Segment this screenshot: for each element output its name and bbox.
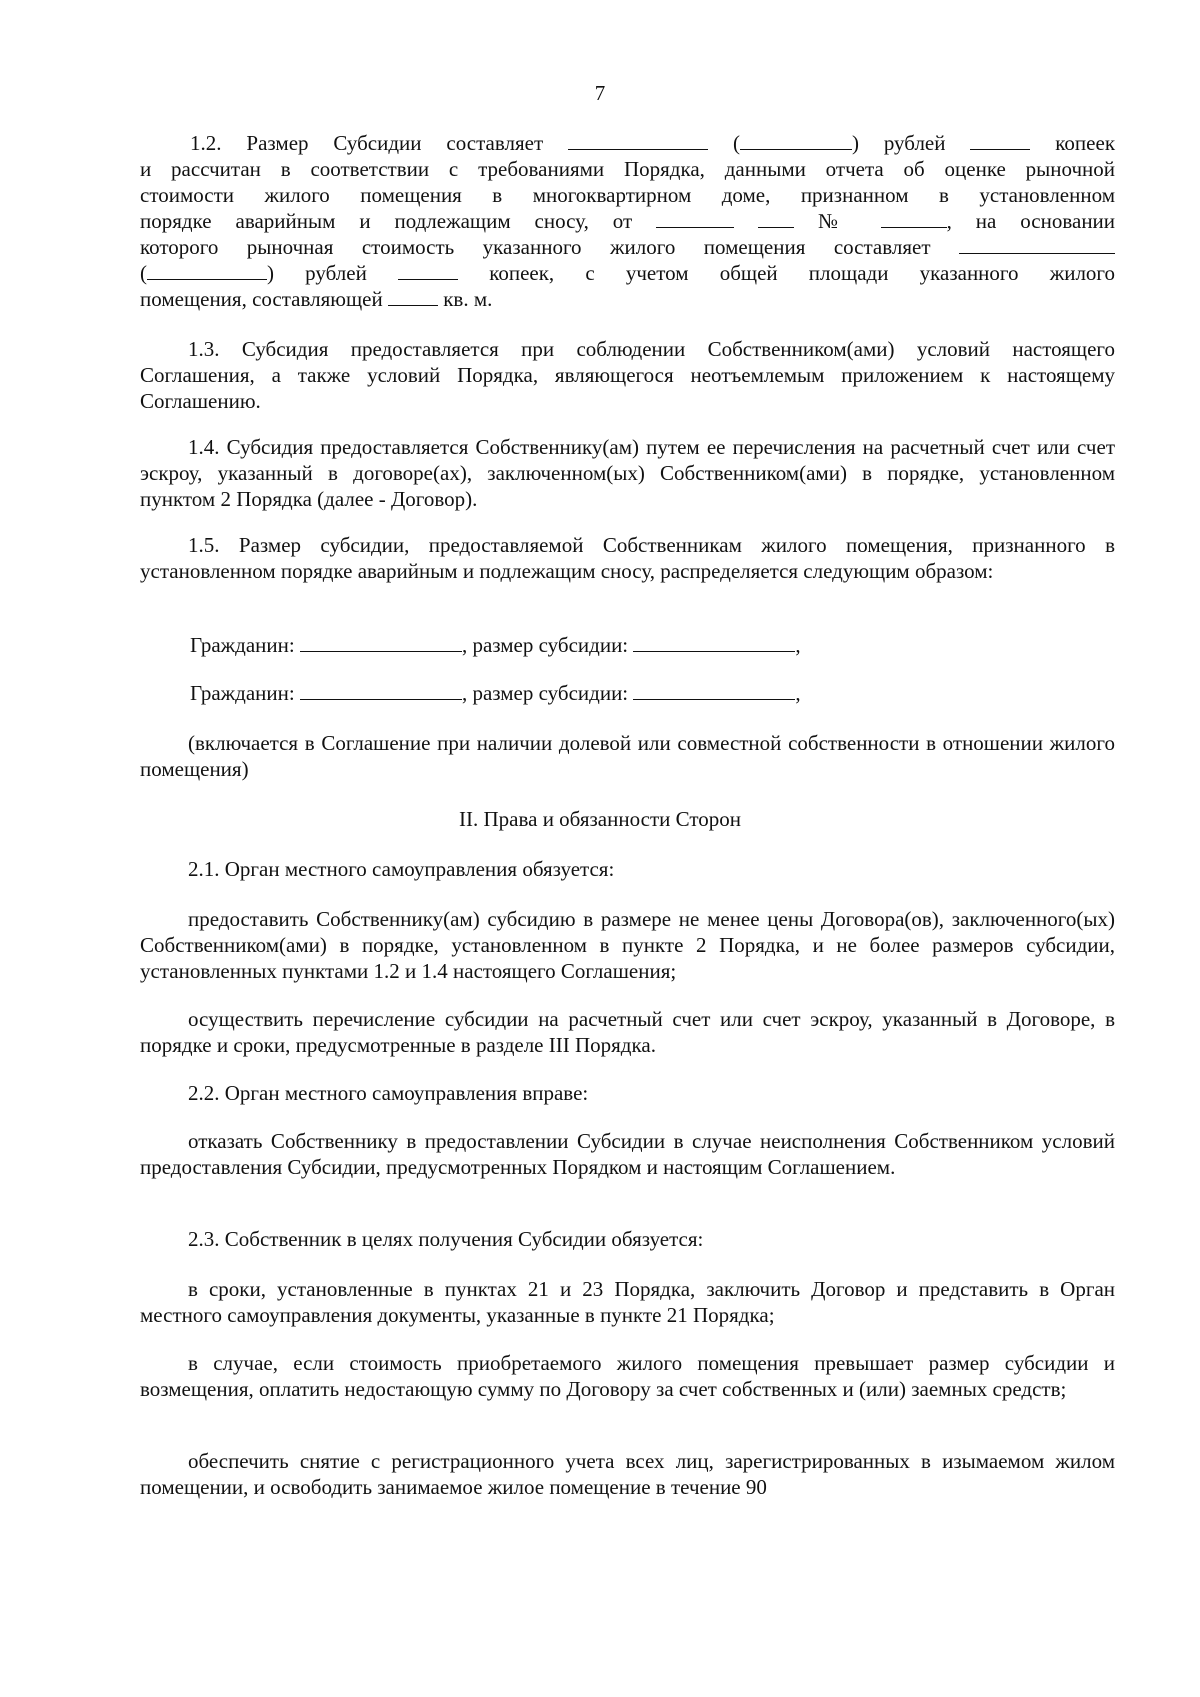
note-paragraph: (включается в Соглашение при наличии долевой или совместной собственности в отношении жилого помещения) — [140, 731, 1115, 781]
citizen-name-blank — [300, 633, 462, 652]
p12-line-4: порядке аварийным и подлежащим сносу, от № , на основании — [140, 209, 1116, 233]
market-value-blank — [959, 235, 1115, 254]
p12-line-7: помещения, составляющей кв. м. — [140, 287, 493, 311]
kopecks-blank — [970, 131, 1030, 150]
paragraph-1-5: 1.5. Размер субсидии, предоставляемой Собственникам жилого помещения, признанного в установленном порядке аварийным и подлежащим сносу, распределяется следующим образом: — [140, 533, 1115, 583]
citizen-subsidy-blank — [633, 633, 795, 652]
p12-line-6: ( ) рублей копеек, с учетом общей площади указанного жилого — [140, 261, 1116, 285]
citizen-subsidy-blank — [633, 681, 795, 700]
report-date-blank — [656, 209, 734, 228]
citizen-name-blank — [300, 681, 462, 700]
p12-line-1: 1.2. Размер Субсидии составляет ( ) рублей копеек — [190, 131, 1116, 155]
report-year-blank — [758, 209, 794, 228]
paragraph-1-4: 1.4. Субсидия предоставляется Собственнику(ам) путем ее перечисления на расчетный счет или счет эскроу, указанный в договоре(ах), заключенном(ых) Собственником(ами) в порядке, установленном пунктом 2 Порядка (далее - Договор). — [140, 435, 1115, 511]
p12-line-2: и рассчитан в соответствии с требованиями Порядка, данными отчета об оценке рыночной — [140, 157, 1115, 181]
paragraph-2-3-b: в случае, если стоимость приобретаемого жилого помещения превышает размер субсидии и возмещения, оплатить недостающую сумму по Договору за счет собственных и (или) заемных средств; — [140, 1351, 1115, 1401]
paragraph-2-1-a: предоставить Собственнику(ам) субсидию в размере не менее цены Договора(ов), заключенного(ых) Собственником(ами) в порядке, установленном в пункте 2 Порядка, и не более размеров субсидии, установленных пунктами 1.2 и 1.4 настоящего Соглашения; — [140, 907, 1115, 983]
p12-line-5: которого рыночная стоимость указанного жилого помещения составляет — [140, 234, 1115, 260]
paragraph-1-3: 1.3. Субсидия предоставляется при соблюдении Собственником(ами) условий настоящего Соглашения, а также условий Порядка, являющегося неотъемлемым приложением к настоящему Соглашению. — [140, 337, 1115, 413]
paragraph-2-2-a: отказать Собственнику в предоставлении Субсидии в случае неисполнения Собственником условий предоставления Субсидии, предусмотренных Порядком и настоящим Соглашением. — [140, 1129, 1115, 1179]
citizen-row-1: Гражданин: , размер субсидии: , — [190, 633, 801, 657]
p12-line-3: стоимости жилого помещения в многоквартирном доме, признанном в установленном — [140, 183, 1115, 207]
paragraph-2-3-c: обеспечить снятие с регистрационного учета всех лиц, зарегистрированных в изымаемом жилом помещении, и освободить занимаемое жилое помещение в течение 90 — [140, 1449, 1115, 1499]
amount-blank — [568, 131, 708, 150]
page-number: 7 — [594, 81, 606, 105]
section-2-heading: II. Права и обязанности Сторон — [459, 807, 741, 831]
market-kopecks-blank — [398, 261, 458, 280]
market-value-words-blank — [147, 261, 267, 280]
area-blank — [388, 287, 438, 306]
citizen-row-2: Гражданин: , размер субсидии: , — [190, 681, 801, 705]
paragraph-2-1-b: осуществить перечисление субсидии на расчетный счет или счет эскроу, указанный в Договоре, в порядке и сроки, предусмотренные в разделе III Порядка. — [140, 1007, 1115, 1057]
report-number-blank — [881, 209, 947, 228]
paragraph-2-1: 2.1. Орган местного самоуправления обязуется: — [188, 857, 615, 881]
amount-words-blank — [740, 131, 852, 150]
paragraph-2-3-a: в сроки, установленные в пунктах 21 и 23 Порядка, заключить Договор и представить в Орган местного самоуправления документы, указанные в пункте 21 Порядка; — [140, 1277, 1115, 1327]
paragraph-2-3: 2.3. Собственник в целях получения Субсидии обязуется: — [188, 1227, 704, 1251]
paragraph-2-2: 2.2. Орган местного самоуправления вправе: — [188, 1081, 589, 1105]
